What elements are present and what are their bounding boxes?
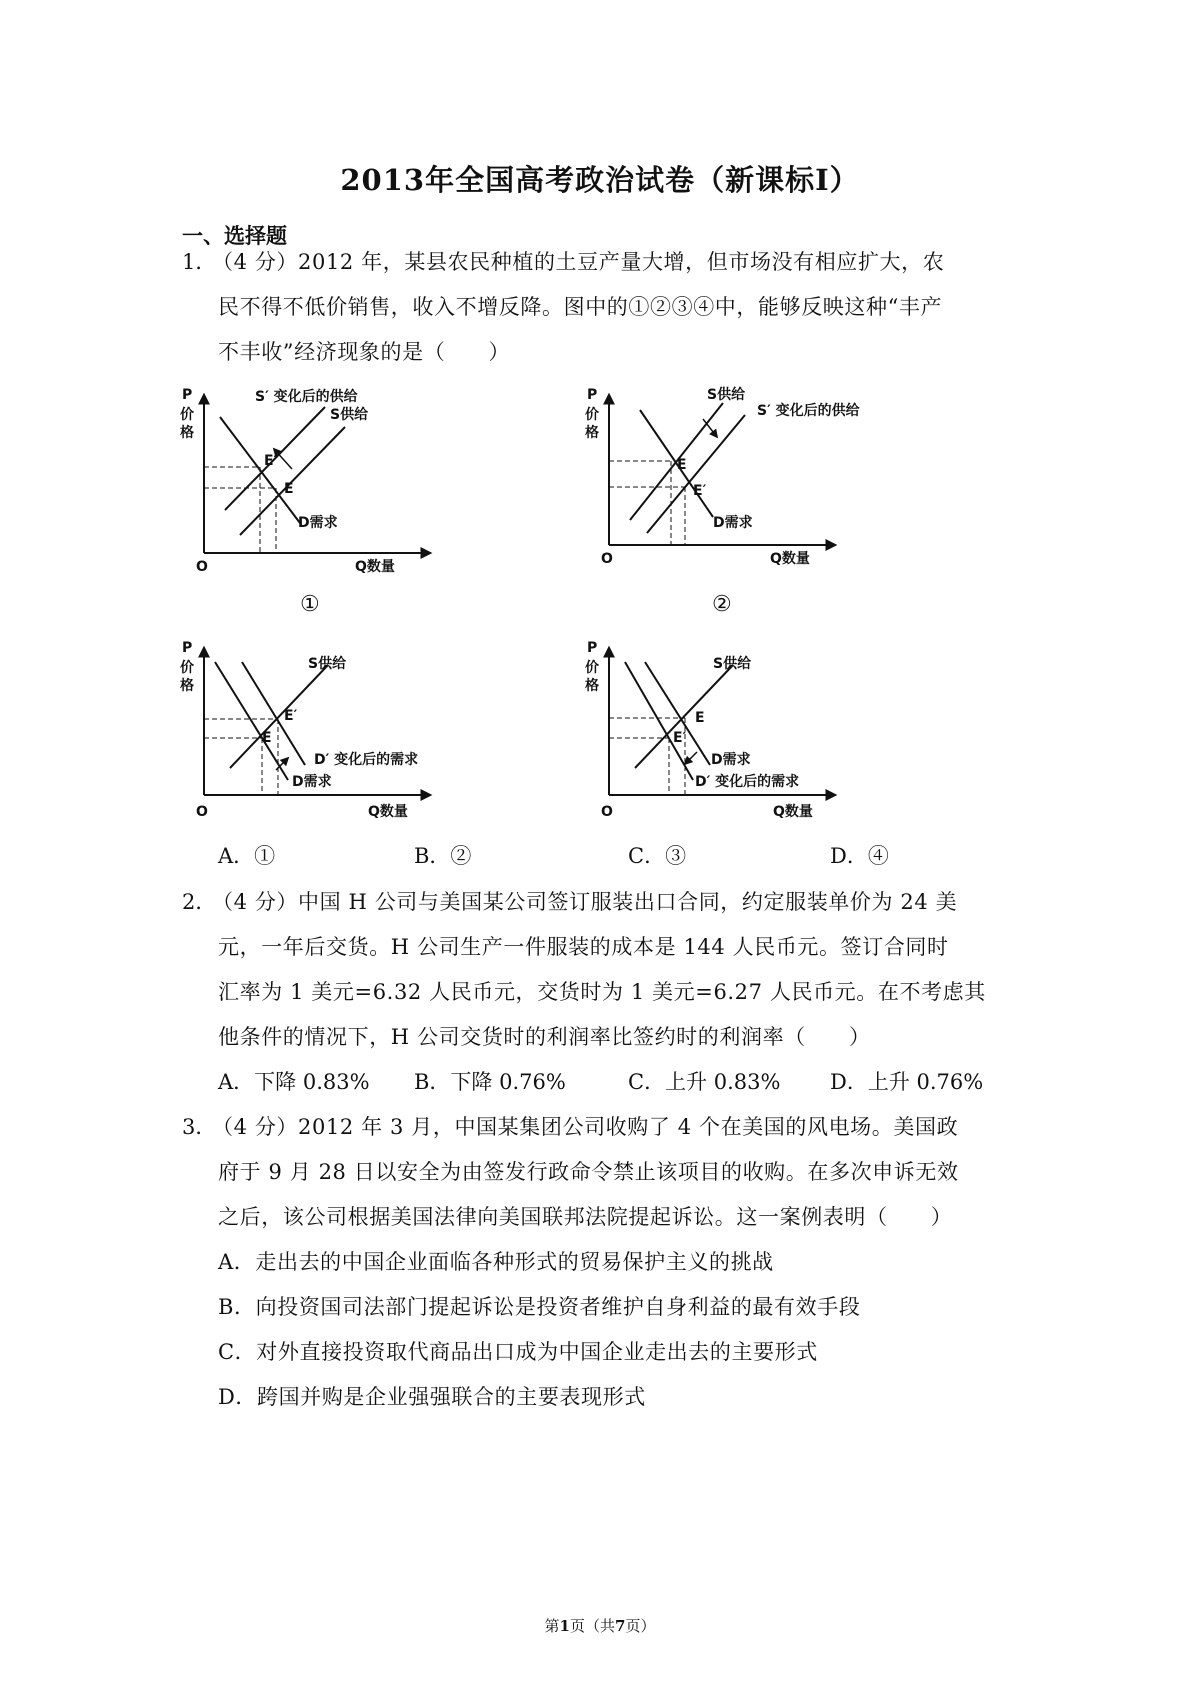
- origin-label: O: [196, 559, 208, 575]
- supply-demand-graph-1: [180, 385, 450, 585]
- option-a: A．①: [218, 844, 276, 868]
- choice-a: A．走出去的中国企业面临各种形式的贸易保护主义的挑战: [218, 1250, 774, 1274]
- graph-label: E′: [693, 483, 707, 499]
- question-1-line-1: （4 分）2012 年，某县农民种植的土豆产量大增，但市场没有相应扩大，农: [212, 250, 945, 274]
- graph-label: S供给: [707, 387, 746, 403]
- option-d: D．④: [830, 844, 889, 868]
- question-3-number: 3．: [182, 1115, 217, 1139]
- price-axis-label-1: 价: [585, 660, 599, 676]
- price-axis-label-2: 格: [585, 678, 599, 694]
- supply-demand-graph-4: [585, 640, 875, 830]
- question-3-line-2: 府于 9 月 28 日以安全为由签发行政命令禁止该项目的收购。在多次申诉无效: [218, 1160, 959, 1184]
- graph-label: S′ 变化后的供给: [255, 389, 358, 405]
- question-2-number: 2．: [182, 890, 217, 914]
- price-axis-label-1: 价: [585, 407, 599, 423]
- price-axis-label-2: 格: [180, 425, 194, 441]
- graph-label: D需求: [711, 752, 751, 768]
- graph-label: D′ 变化后的需求: [314, 752, 419, 768]
- quantity-axis-label: Q数量: [773, 804, 813, 820]
- price-axis-label-1: 价: [180, 660, 194, 676]
- graph-label: E: [284, 481, 294, 497]
- graph-label: S供给: [308, 656, 347, 672]
- footer-middle: 页（共: [569, 1617, 615, 1635]
- question-1-line-2: 民不得不低价销售，收入不增反降。图中的①②③④中，能够反映这种“丰产: [218, 295, 943, 319]
- page-footer: [0, 1615, 1200, 1636]
- question-2-line-3: 汇率为 1 美元=6.32 人民币元，交货时为 1 美元=6.27 人民币元。在不考虑其: [218, 980, 986, 1004]
- supply-demand-graph-2: [585, 385, 895, 585]
- price-axis-label-2: 格: [180, 678, 194, 694]
- graph-1-label: ①: [300, 592, 320, 617]
- graph-label: E: [262, 730, 272, 746]
- option-d: D．上升 0.76%: [830, 1070, 984, 1094]
- graph-label: S供给: [330, 407, 369, 423]
- question-1-line-3: 不丰收”经济现象的是（ ）: [218, 340, 511, 364]
- p-axis-label: P: [587, 640, 598, 656]
- page-number: 1: [559, 1617, 570, 1635]
- graph-label: E′: [264, 453, 278, 469]
- graph-label: S供给: [713, 656, 752, 672]
- p-axis-label: P: [182, 387, 193, 403]
- question-3-line-1: （4 分）2012 年 3 月，中国某集团公司收购了 4 个在美国的风电场。美国政: [212, 1115, 959, 1139]
- quantity-axis-label: Q数量: [355, 559, 395, 575]
- total-pages: 7: [615, 1617, 626, 1635]
- footer-prefix: 第: [544, 1617, 560, 1635]
- p-axis-label: P: [182, 640, 193, 656]
- graph-label: E: [695, 710, 705, 726]
- option-c: C．③: [628, 844, 687, 868]
- quantity-axis-label: Q数量: [368, 804, 408, 820]
- question-2-line-1: （4 分）中国 H 公司与美国某公司签订服装出口合同，约定服装单价为 24 美: [212, 890, 958, 914]
- option-a: A．下降 0.83%: [218, 1070, 370, 1094]
- price-axis-label-1: 价: [180, 407, 194, 423]
- page-title: 2013年全国高考政治试卷（新课标Ⅰ）: [340, 163, 860, 197]
- origin-label: O: [196, 804, 208, 820]
- section-heading: 一、选择题: [182, 223, 287, 248]
- supply-demand-graph-3: [180, 640, 470, 830]
- quantity-axis-label: Q数量: [770, 551, 810, 567]
- graph-label: E′: [284, 708, 298, 724]
- choice-c: C．对外直接投资取代商品出口成为中国企业走出去的主要形式: [218, 1340, 818, 1364]
- graph-label: D′ 变化后的需求: [695, 774, 800, 790]
- graph-label: E: [677, 457, 687, 473]
- question-2-line-4: 他条件的情况下，H 公司交货时的利润率比签约时的利润率（ ）: [218, 1025, 871, 1049]
- choice-d: D．跨国并购是企业强强联合的主要表现形式: [218, 1385, 646, 1409]
- option-b: B．②: [414, 844, 472, 868]
- graph-label: D需求: [292, 774, 332, 790]
- price-axis-label-2: 格: [585, 425, 599, 441]
- graph-label: D需求: [713, 515, 753, 531]
- origin-label: O: [601, 551, 613, 567]
- graph-2-label: ②: [712, 592, 732, 617]
- p-axis-label: P: [587, 387, 598, 403]
- option-c: C．上升 0.83%: [628, 1070, 781, 1094]
- choice-b: B．向投资国司法部门提起诉讼是投资者维护自身利益的最有效手段: [218, 1295, 861, 1319]
- footer-suffix: 页）: [625, 1617, 656, 1635]
- question-2-line-2: 元，一年后交货。H 公司生产一件服装的成本是 144 人民币元。签订合同时: [218, 935, 949, 959]
- origin-label: O: [601, 804, 613, 820]
- graph-label: S′ 变化后的供给: [757, 403, 860, 419]
- question-3-line-3: 之后，该公司根据美国法律向美国联邦法院提起诉讼。这一案例表明（ ）: [218, 1205, 953, 1229]
- graph-label: D需求: [298, 515, 338, 531]
- option-b: B．下降 0.76%: [414, 1070, 566, 1094]
- graph-label: E′: [673, 730, 687, 746]
- question-1-number: 1．: [182, 250, 217, 274]
